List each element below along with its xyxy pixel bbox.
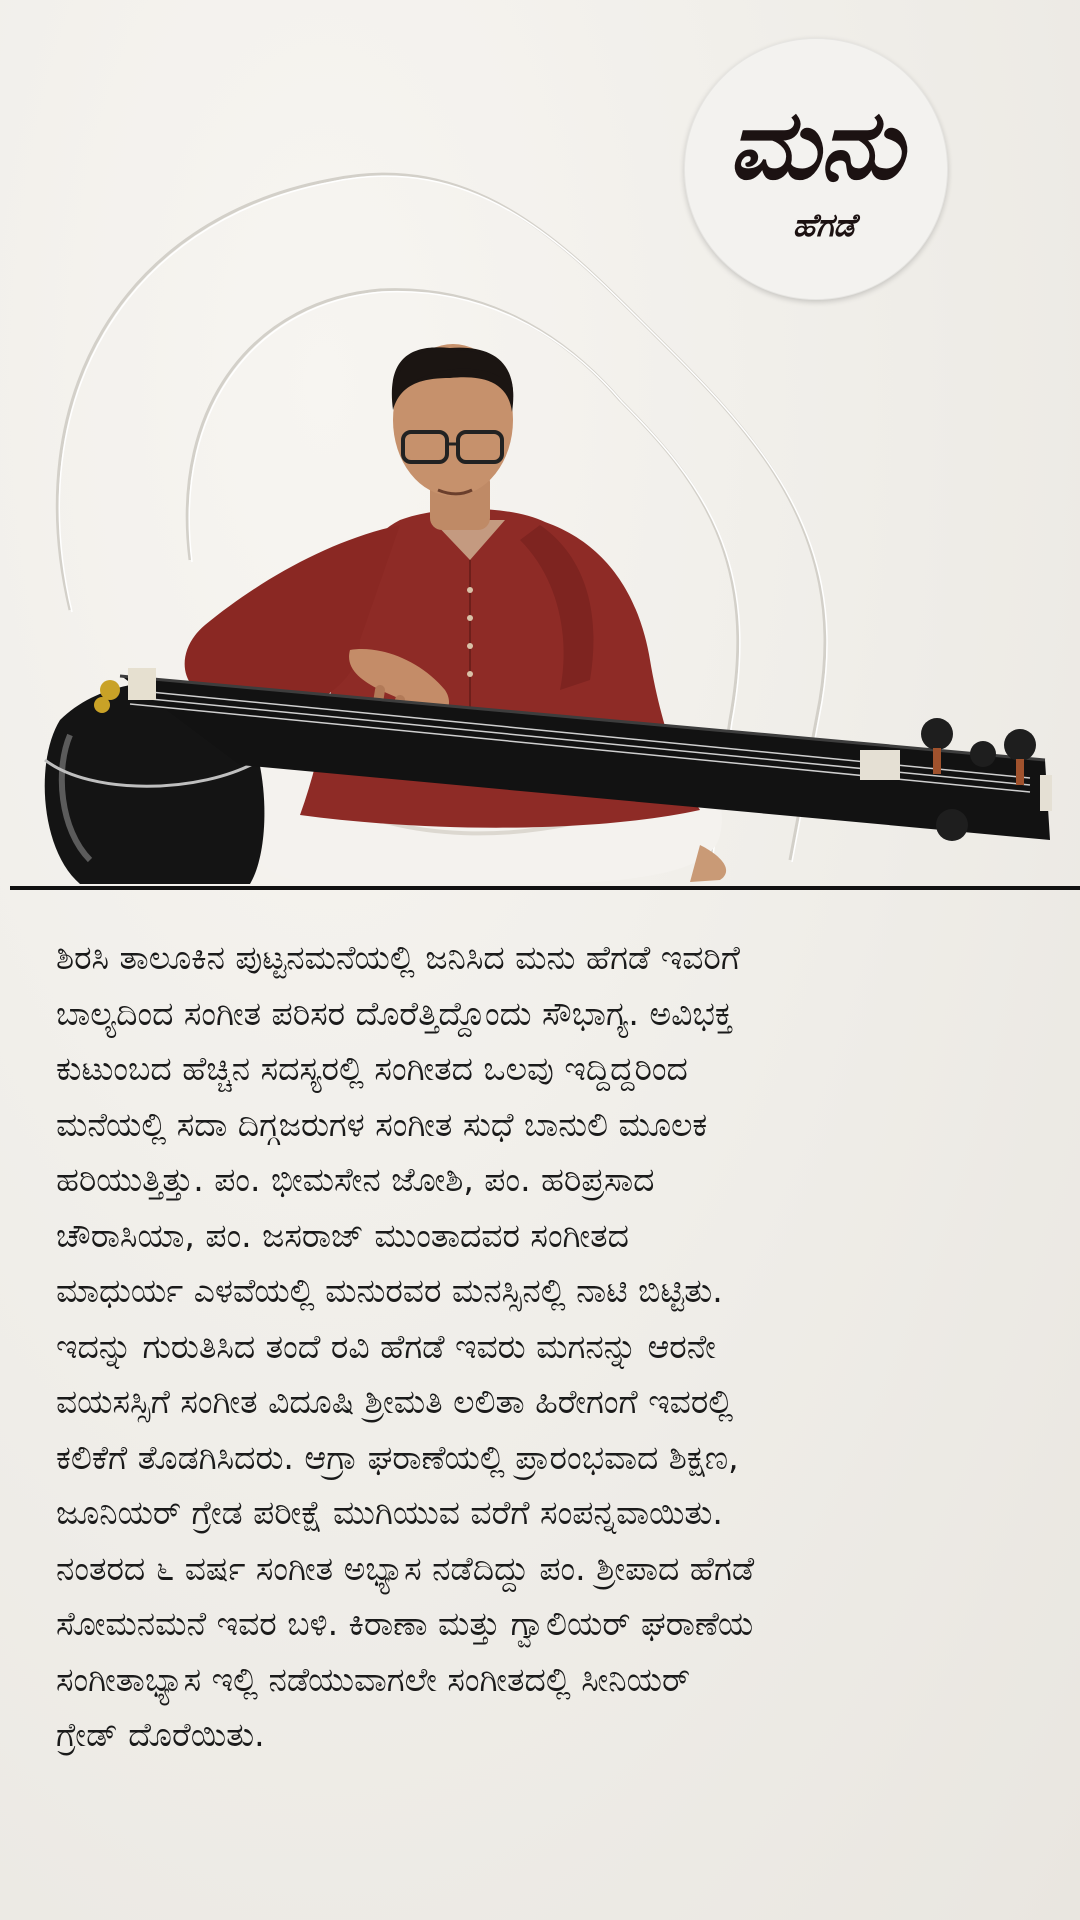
head (392, 344, 513, 530)
section-divider (10, 886, 1080, 890)
logo-subtitle: ಹೆಗಡೆ (792, 206, 856, 244)
biography-text: ಶಿರಸಿ ತಾಲೂಕಿನ ಪುಟ್ಟನಮನೆಯಲ್ಲಿ ಜನಿಸಿದ ಮನು ಹೆಗಡೆ ಇವರಿಗೆ ಬಾಲ್ಯದಿಂದ ಸಂಗೀತ ಪರಿಸರ ದೊರೆತ್ತಿದ್ದೊಂದು ಸೌಭಾಗ್ಯ. ಅವಿಭಕ್ತ ಕುಟುಂಬದ ಹೆಚ್ಚಿನ ಸದಸ್ಯರಲ್ಲಿ ಸಂಗೀತದ ಒಲವು ಇದ್ದಿದ್ದರಿಂದ ಮನೆಯಲ್ಲಿ ಸದಾ ದಿಗ್ಗಜರುಗಳ ಸಂಗೀತ ಸುಧೆ ಬಾನುಲಿ ಮೂಲಕ ಹರಿಯುತ್ತಿತ್ತು. ಪಂ. ಭೀಮಸೇನ ಜೋಶಿ, ಪಂ. ಹರಿಪ್ರಸಾದ ಚೌರಾಸಿಯಾ, ಪಂ. ಜಸರಾಜ್ ಮುಂತಾದವರ ಸಂಗೀತದ ಮಾಧುರ್ಯ ಎಳವೆಯಲ್ಲಿ ಮನುರವರ ಮನಸ್ಸಿನಲ್ಲಿ ನಾಟಿ ಬಿಟ್ಟಿತು. ಇದನ್ನು ಗುರುತಿಸಿದ ತಂದೆ ರವಿ ಹೆಗಡೆ ಇವರು ಮಗನನ್ನು ಆರನೇ ವಯಸಸ್ಸಿಗೆ ಸಂಗೀತ ವಿದೂಷಿ ಶ್ರೀಮತಿ ಲಲಿತಾ ಹಿರೇಗಂಗೆ ಇವರಲ್ಲಿ ಕಲಿಕೆಗೆ ತೊಡಗಿಸಿದರು. ಆಗ್ರಾ ಘರಾಣೆಯಲ್ಲಿ ಪ್ರಾರಂಭವಾದ ಶಿಕ್ಷಣ, ಜೂನಿಯರ್ ಗ್ರೇಡ ಪರೀಕ್ಷೆ ಮುಗಿಯುವ ವರೆಗೆ ಸಂಪನ್ನವಾಯಿತು. ನಂತರದ ೬ ವರ್ಷ ಸಂಗೀತ ಅಭ್ಯಾಸ ನಡೆದಿದ್ದು ಪಂ. ಶ್ರೀಪಾದ ಹೆಗಡೆ ಸೋಮನಮನೆ ಇವರ ಬಳಿ. ಕಿರಾಣಾ ಮತ್ತು ಗ್ವಾಲಿಯರ್ ಘರಾಣೆಯ ಸಂಗೀತಾಭ್ಯಾಸ ಇಲ್ಲಿ ನಡೆಯುವಾಗಲೇ ಸಂಗೀತದಲ್ಲಿ ಸೀನಿಯರ್ ಗ್ರೇಡ್ ದೊರೆಯಿತು. (56, 938, 755, 1754)
logo-title: ಮನು (728, 88, 904, 201)
portrait-image (0, 0, 1080, 890)
